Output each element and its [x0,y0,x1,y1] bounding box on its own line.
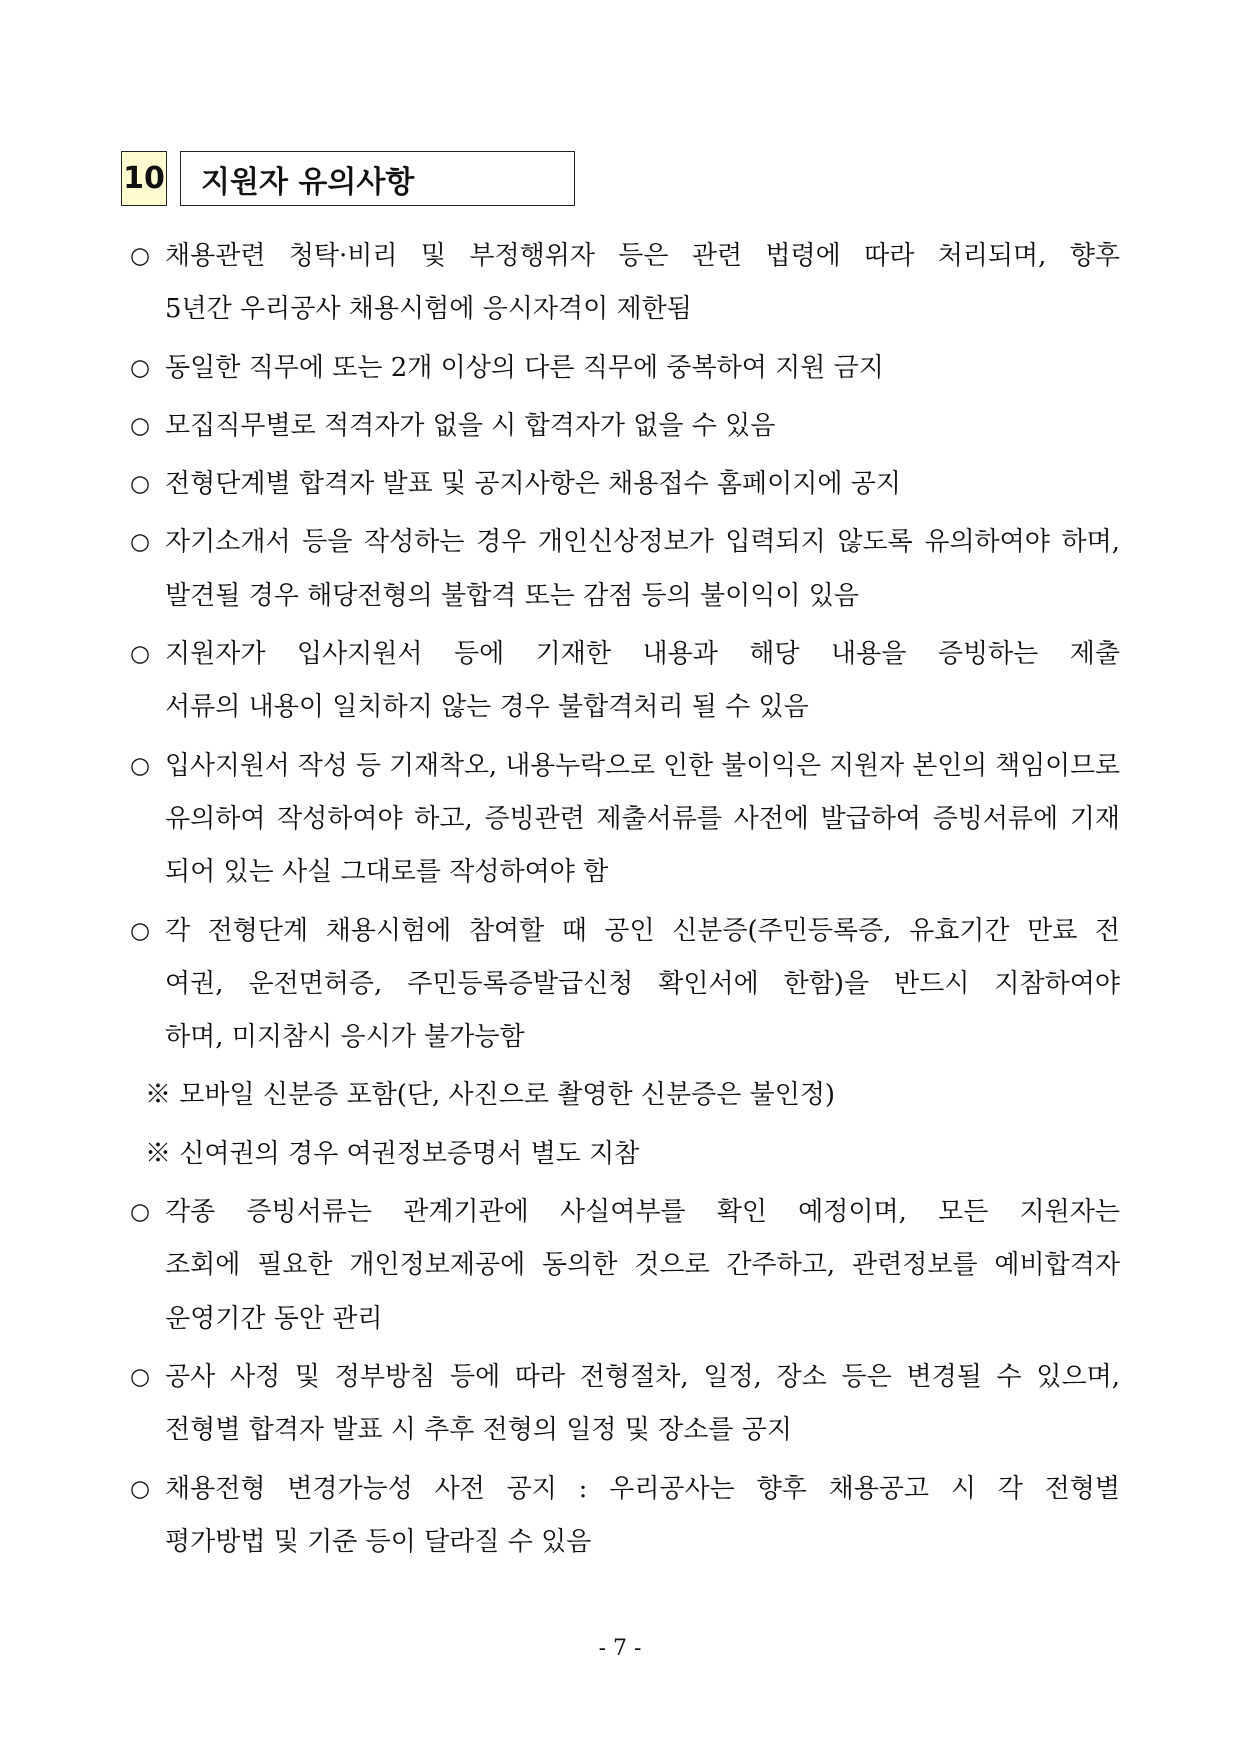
item-line: 평가방법 및 기준 등이 달라질 수 있음 [165,1526,592,1557]
bullet-marker: ○ [130,529,151,556]
notice-item [130,400,1120,453]
item-line: 전형단계별 합격자 발표 및 공지사항은 채용접수 홈페이지에 공지 [165,469,901,500]
notice-item [130,1351,1120,1458]
bullet-marker: ○ [130,1199,151,1226]
item-line: 각 전형단계 채용시험에 참여할 때 공인 신분증(주민등록증, 유효기간 만료 전 [165,915,1120,946]
bullet-marker: ○ [130,1363,151,1390]
section-title: 지원자 유의사항 [201,164,415,200]
item-line: 공사 사정 및 정부방침 등에 따라 전형절차, 일정, 장소 등은 변경될 수 있으며, [165,1361,1120,1392]
item-line: 여권, 운전면허증, 주민등록증발급신청 확인서에 한함)을 반드시 지참하여야 [165,968,1120,999]
bullet-marker: ○ [130,471,151,498]
item-line: 되어 있는 사실 그대로를 작성하여야 함 [165,857,609,888]
bullet-marker: ○ [130,243,151,269]
item-line: 입사지원서 작성 등 기재착오, 내용누락으로 인한 불이익은 지원자 본인의 책임이므로 [165,750,1120,781]
item-line: 조회에 필요한 개인정보제공에 동의한 것으로 간주하고, 관련정보를 예비합격자 [165,1250,1120,1281]
bullet-marker: ○ [130,641,151,668]
item-line: 서류의 내용이 일치하지 않는 경우 불합격처리 될 수 있음 [165,692,809,723]
bullet-marker: ○ [130,354,151,381]
bullet-marker: ○ [130,412,151,439]
item-line: 각종 증빙서류는 관계기관에 사실여부를 확인 예정이며, 모든 지원자는 [165,1197,1120,1228]
notice-list [130,230,1120,1574]
bullet-marker: ○ [130,917,151,944]
item-line: 발견될 경우 해당전형의 불합격 또는 감점 등의 불이익이 있음 [165,580,860,611]
notice-item [130,516,1120,623]
bullet-marker: ○ [130,752,151,779]
notice-item [130,1463,1120,1570]
notice-item [130,905,1120,1065]
item-line: 유의하여 작성하여야 하고, 증빙관련 제출서류를 사전에 발급하여 증빙서류에 기재 [165,803,1120,834]
notice-item [130,1186,1120,1346]
item-line: 채용전형 변경가능성 사전 공지 : 우리공사는 향후 채용공고 시 각 전형별 [165,1473,1120,1504]
notice-item [130,458,1120,511]
item-line: 전형별 합격자 발표 시 추후 전형의 일정 및 장소를 공지 [165,1415,792,1446]
section-title-box [180,151,575,206]
item-line: 자기소개서 등을 작성하는 경우 개인신상정보가 입력되지 않도록 유의하여야 하며, [165,527,1120,558]
section-number: 10 [121,151,167,206]
item-line: 모집직무별로 적격자가 없을 시 합격자가 없을 수 있음 [165,410,776,441]
page-number: - 7 - [598,1636,642,1661]
item-line: 하며, 미지참시 응시가 불가능함 [165,1022,525,1053]
notice-item [130,628,1120,735]
item-line: 동일한 직무에 또는 2개 이상의 다른 직무에 중복하여 지원 금지 [165,352,884,383]
notice-item [130,740,1120,900]
note-line: ※ 신여권의 경우 여권정보증명서 별도 지참 [145,1138,640,1169]
item-line: 지원자가 입사지원서 등에 기재한 내용과 해당 내용을 증빙하는 제출 [165,639,1120,670]
notice-item [130,230,1120,337]
bullet-marker: ○ [130,1475,151,1502]
item-line: 채용관련 청탁·비리 및 부정행위자 등은 관련 법령에 따라 처리되며, 향후 [165,241,1120,271]
item-line: 운영기간 동안 관리 [165,1303,383,1334]
notice-item [130,342,1120,395]
note-line: ※ 모바일 신분증 포함(단, 사진으로 촬영한 신분증은 불인정) [145,1080,836,1111]
item-line: 5년간 우리공사 채용시험에 응시자격이 제한됨 [165,294,692,325]
